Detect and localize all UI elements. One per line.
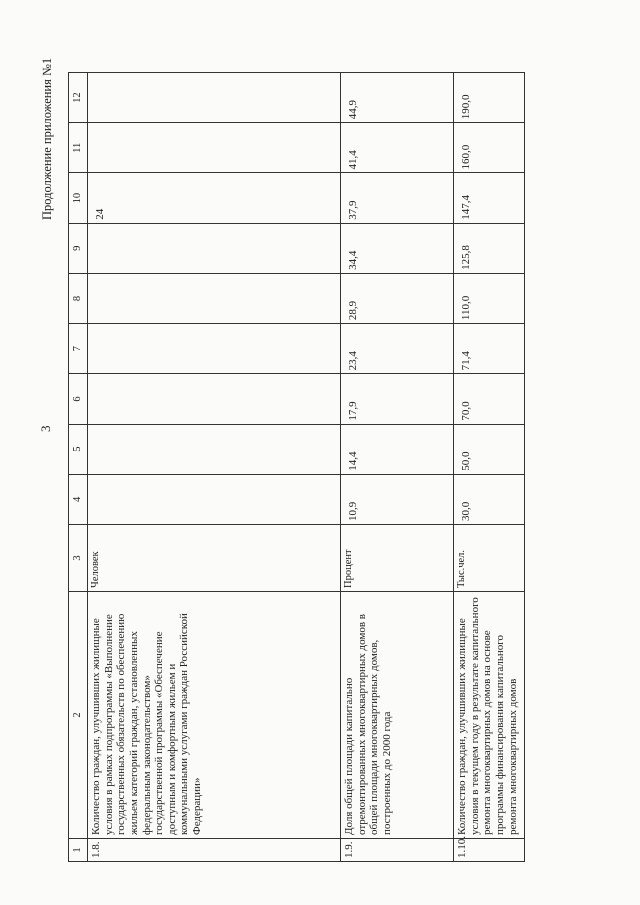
value-cell: 10,9 xyxy=(341,474,454,524)
col-header: 7 xyxy=(69,324,88,374)
value-cell: 24 xyxy=(88,173,341,223)
unit-cell: Процент xyxy=(341,525,454,592)
page-number: 3 xyxy=(38,425,53,432)
row-number: 1.10. xyxy=(454,839,525,862)
col-header: 6 xyxy=(69,374,88,424)
col-header: 1 xyxy=(69,839,88,862)
value-cell xyxy=(88,324,341,374)
value-cell: 30,0 xyxy=(454,474,525,524)
value-cell: 34,4 xyxy=(341,223,454,273)
value-cell: 160,0 xyxy=(454,123,525,173)
value-cell xyxy=(88,273,341,323)
table-row xyxy=(454,73,525,862)
unit-cell: Человек xyxy=(88,525,341,592)
row-number: 1.8. xyxy=(88,839,341,862)
value-cell xyxy=(88,374,341,424)
value-cell: 28,9 xyxy=(341,273,454,323)
continuation-heading: Продолжение приложения №1 xyxy=(40,57,54,220)
col-header: 8 xyxy=(69,273,88,323)
col-header: 11 xyxy=(69,123,88,173)
table-row xyxy=(341,73,454,862)
col-header: 4 xyxy=(69,474,88,524)
col-header: 9 xyxy=(69,223,88,273)
col-header: 12 xyxy=(69,73,88,123)
row-number: 1.9. xyxy=(341,839,454,862)
value-cell: 44,9 xyxy=(341,73,454,123)
value-cell: 110,0 xyxy=(454,273,525,323)
col-header: 2 xyxy=(69,592,88,839)
indicators-table-rotated xyxy=(68,72,519,862)
col-header: 3 xyxy=(69,525,88,592)
table-row xyxy=(88,73,341,862)
value-cell xyxy=(88,474,341,524)
value-cell: 37,9 xyxy=(341,173,454,223)
value-cell xyxy=(88,223,341,273)
value-cell: 17,9 xyxy=(341,374,454,424)
value-cell: 50,0 xyxy=(454,424,525,474)
value-cell: 23,4 xyxy=(341,324,454,374)
value-cell: 70,0 xyxy=(454,374,525,424)
value-cell: 125,8 xyxy=(454,223,525,273)
value-cell: 14,4 xyxy=(341,424,454,474)
value-cell: 41,4 xyxy=(341,123,454,173)
value-cell: 147,4 xyxy=(454,173,525,223)
unit-cell: Тыс.чел. xyxy=(454,525,525,592)
column-number-row xyxy=(69,73,88,862)
indicator-name: Количество граждан, улучшивших жилищные условия в рамках подпрограммы «Выполнение государственных обязательств по обеспечению жильем категорий граждан, установленных федеральным законодательством» государственной программы «Обеспечение доступным и комфортным жильем и коммунальными услугами граждан Российской Федерации» xyxy=(88,592,341,839)
indicator-name: Доля общей площади капитально отремонтированных многоквартирных домов в общей площади многоквартирных домов, построенных до 2000 года xyxy=(341,592,454,839)
value-cell xyxy=(88,424,341,474)
value-cell: 190,0 xyxy=(454,73,525,123)
value-cell xyxy=(88,73,341,123)
col-header: 10 xyxy=(69,173,88,223)
indicator-name: Количество граждан, улучшивших жилищные условия в текущем году в результате капитального ремонта многоквартирных домов на основе программы финансирования капитального ремонта многоквартирных домов xyxy=(454,592,525,839)
col-header: 5 xyxy=(69,424,88,474)
value-cell xyxy=(88,123,341,173)
value-cell: 71,4 xyxy=(454,324,525,374)
indicators-table xyxy=(68,72,525,862)
